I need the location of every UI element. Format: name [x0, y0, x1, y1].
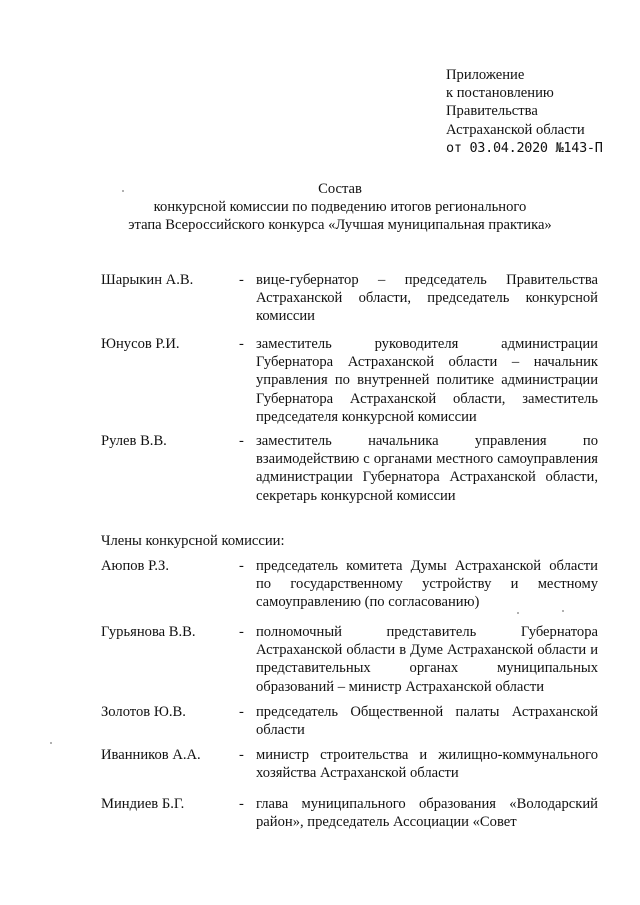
member-name: Иванников А.А.: [101, 747, 201, 763]
member-dash: -: [239, 433, 244, 449]
appendix-line: к постановлению: [446, 85, 554, 102]
member-role: председатель Общественной палаты Астраханской области: [256, 704, 598, 739]
title-line: этапа Всероссийского конкурса «Лучшая муниципальная практика»: [128, 217, 552, 234]
member-role: глава муниципального образования «Володарский район», председатель Ассоциации «Совет: [256, 796, 598, 831]
members-label: Члены конкурсной комиссии:: [101, 533, 285, 549]
scan-speck: [122, 190, 124, 192]
member-name: Аюпов Р.З.: [101, 558, 169, 574]
member-name: Миндиев Б.Г.: [101, 796, 185, 812]
member-role: вице-губернатор – председатель Правительства Астраханской области, председатель конкурсной комиссии: [256, 272, 598, 325]
member-name: Золотов Ю.В.: [101, 704, 186, 720]
member-dash: -: [239, 624, 244, 640]
member-name: Юнусов Р.И.: [101, 336, 180, 352]
member-dash: -: [239, 558, 244, 574]
document-title: [90, 180, 590, 235]
title-line: Состав: [318, 181, 362, 197]
member-role: министр строительства и жилищно-коммунального хозяйства Астраханской области: [256, 747, 598, 782]
member-name: Гурьянова В.В.: [101, 624, 196, 640]
appendix-block: [446, 66, 631, 157]
member-role: полномочный представитель Губернатора Астраханской области в Думе Астраханской области и представительных органах муниципальных образований – министр Астраханской области: [256, 624, 598, 695]
member-dash: -: [239, 336, 244, 352]
member-role: заместитель начальника управления по взаимодействию с органами местного самоуправления администрации Губернатора Астраханской области, секретарь конкурсной комиссии: [256, 433, 598, 504]
appendix-line: Астраханской области: [446, 121, 585, 138]
scan-speck: [50, 742, 52, 744]
appendix-line: Приложение: [446, 67, 525, 83]
member-dash: -: [239, 747, 244, 763]
member-role: председатель комитета Думы Астраханской области по государственному устройству и местному самоуправлению (по согласованию): [256, 558, 598, 611]
title-line: конкурсной комиссии по подведению итогов регионального: [153, 199, 527, 216]
scan-speck: [562, 610, 564, 612]
member-name: Шарыкин А.В.: [101, 272, 194, 288]
scan-speck: [517, 612, 519, 614]
appendix-line: Правительства: [446, 103, 538, 120]
member-dash: -: [239, 796, 244, 812]
member-dash: -: [239, 272, 244, 288]
member-role: заместитель руководителя администрации Губернатора Астраханской области – начальник управления по внутренней политике администрации Губернатора Астраханской области, заместитель председателя конкурсной комиссии: [256, 336, 598, 425]
member-name: Рулев В.В.: [101, 433, 167, 449]
appendix-date: от 03.04.2020 №143-П: [446, 139, 603, 156]
member-dash: -: [239, 704, 244, 720]
